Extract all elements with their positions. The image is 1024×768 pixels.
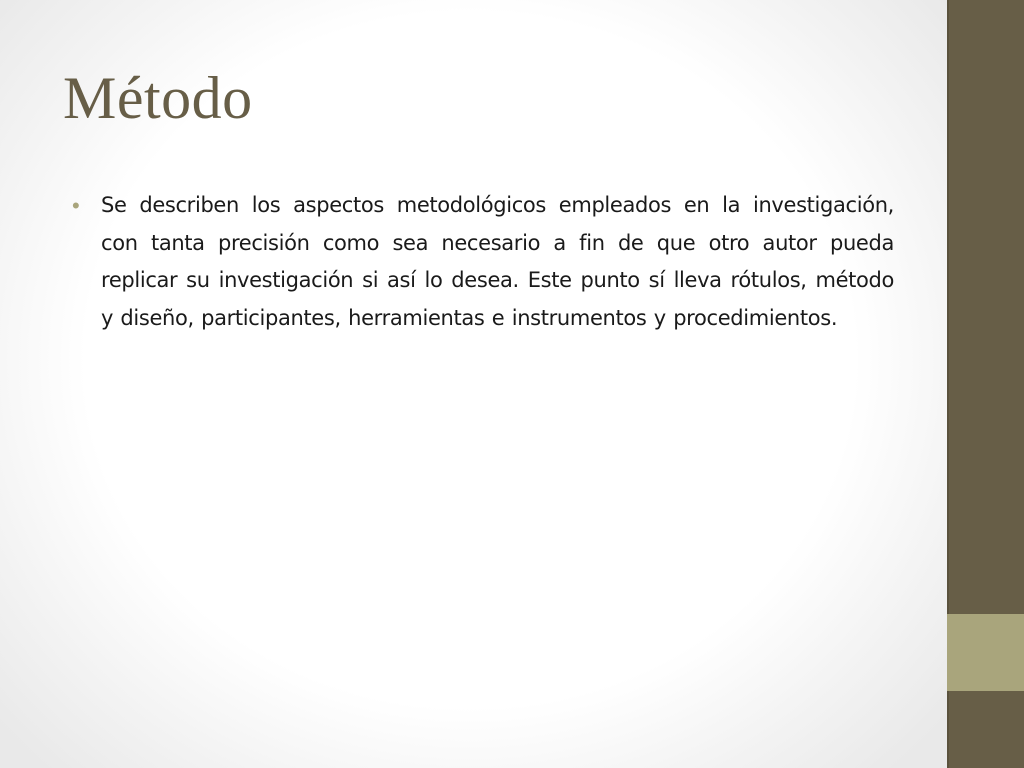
bullet-item xyxy=(70,187,894,337)
decorative-sidebar xyxy=(947,0,1024,768)
slide-content xyxy=(70,187,894,337)
sidebar-accent-block xyxy=(947,614,1024,691)
slide-title: Método xyxy=(63,65,253,131)
bullet-icon: • xyxy=(72,193,80,218)
bullet-text: Se describen los aspectos metodológicos empleados en la investigación, con tanta precisión como sea necesario a fin de que otro autor pueda replicar su investigación si así lo desea. Este punto sí lleva rótulos, método y diseño, participantes, herramientas e instrumentos y procedimientos. xyxy=(101,193,894,330)
